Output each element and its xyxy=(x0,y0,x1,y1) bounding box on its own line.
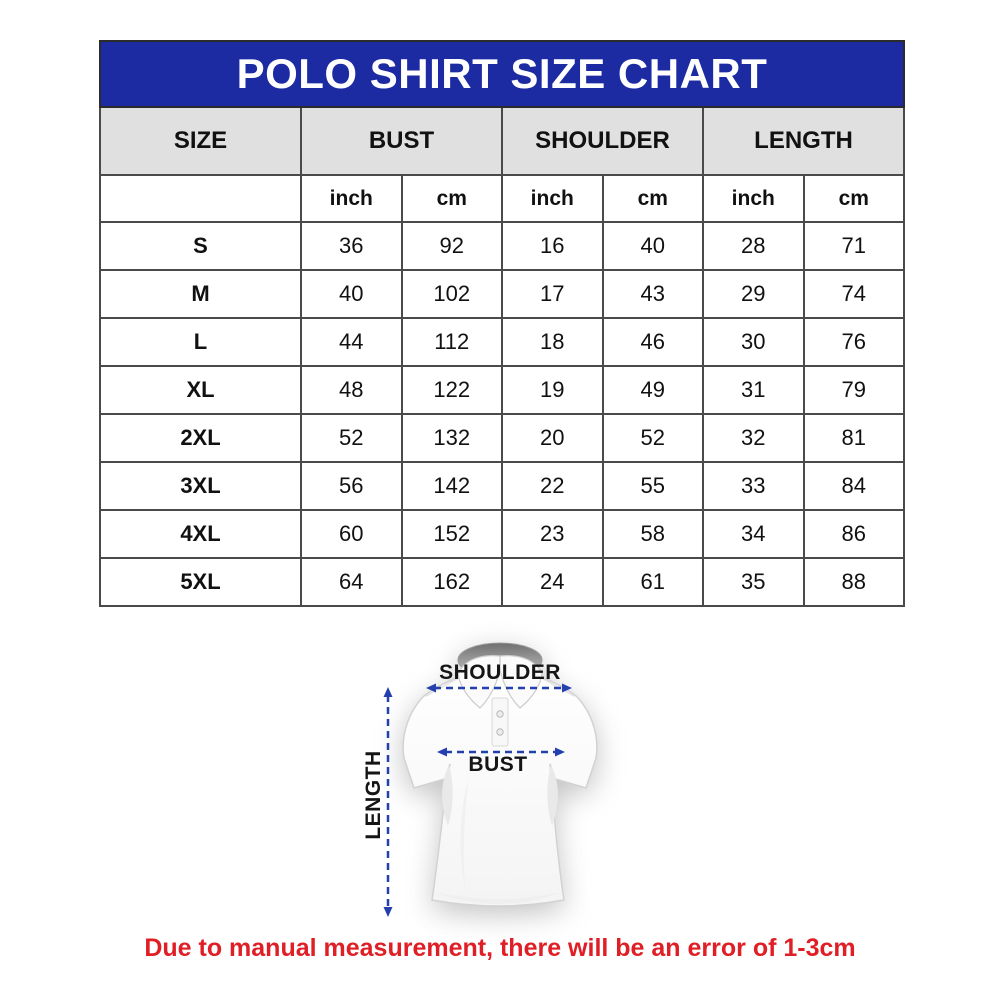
size-cell: 5XL xyxy=(100,558,301,606)
value-cell: 35 xyxy=(703,558,804,606)
value-cell: 31 xyxy=(703,366,804,414)
table-row xyxy=(100,510,904,558)
unit-label: cm xyxy=(804,175,905,222)
unit-label: inch xyxy=(502,175,603,222)
value-cell: 19 xyxy=(502,366,603,414)
unit-label: inch xyxy=(703,175,804,222)
value-cell: 24 xyxy=(502,558,603,606)
value-cell: 142 xyxy=(402,462,503,510)
column-header-row xyxy=(100,107,904,175)
col-header-size: SIZE xyxy=(100,107,301,175)
value-cell: 74 xyxy=(804,270,905,318)
value-cell: 71 xyxy=(804,222,905,270)
value-cell: 64 xyxy=(301,558,402,606)
table-row xyxy=(100,222,904,270)
value-cell: 122 xyxy=(402,366,503,414)
value-cell: 52 xyxy=(301,414,402,462)
value-cell: 88 xyxy=(804,558,905,606)
size-cell: 4XL xyxy=(100,510,301,558)
size-table-body xyxy=(100,222,904,606)
col-header-length: LENGTH xyxy=(703,107,904,175)
value-cell: 162 xyxy=(402,558,503,606)
value-cell: 112 xyxy=(402,318,503,366)
value-cell: 20 xyxy=(502,414,603,462)
value-cell: 30 xyxy=(703,318,804,366)
col-header-bust: BUST xyxy=(301,107,502,175)
value-cell: 49 xyxy=(603,366,704,414)
value-cell: 132 xyxy=(402,414,503,462)
shoulder-label: SHOULDER xyxy=(439,661,561,684)
table-row xyxy=(100,414,904,462)
value-cell: 40 xyxy=(603,222,704,270)
value-cell: 28 xyxy=(703,222,804,270)
value-cell: 61 xyxy=(603,558,704,606)
table-row xyxy=(100,366,904,414)
value-cell: 34 xyxy=(703,510,804,558)
value-cell: 92 xyxy=(402,222,503,270)
value-cell: 23 xyxy=(502,510,603,558)
value-cell: 16 xyxy=(502,222,603,270)
value-cell: 52 xyxy=(603,414,704,462)
size-cell: S xyxy=(100,222,301,270)
size-cell: XL xyxy=(100,366,301,414)
value-cell: 76 xyxy=(804,318,905,366)
size-cell: 2XL xyxy=(100,414,301,462)
size-chart xyxy=(99,40,905,607)
chart-title: POLO SHIRT SIZE CHART xyxy=(100,41,904,107)
value-cell: 81 xyxy=(804,414,905,462)
size-cell: M xyxy=(100,270,301,318)
value-cell: 18 xyxy=(502,318,603,366)
size-cell: L xyxy=(100,318,301,366)
measurement-note: Due to manual measurement, there will be an error of 1-3cm xyxy=(144,934,856,962)
table-row xyxy=(100,318,904,366)
unit-label: inch xyxy=(301,175,402,222)
value-cell: 46 xyxy=(603,318,704,366)
bust-label: BUST xyxy=(468,753,528,776)
title-row xyxy=(100,41,904,107)
value-cell: 29 xyxy=(703,270,804,318)
size-cell: 3XL xyxy=(100,462,301,510)
value-cell: 79 xyxy=(804,366,905,414)
value-cell: 84 xyxy=(804,462,905,510)
value-cell: 43 xyxy=(603,270,704,318)
unit-empty-cell xyxy=(100,175,301,222)
value-cell: 58 xyxy=(603,510,704,558)
value-cell: 44 xyxy=(301,318,402,366)
value-cell: 22 xyxy=(502,462,603,510)
value-cell: 55 xyxy=(603,462,704,510)
value-cell: 36 xyxy=(301,222,402,270)
unit-row xyxy=(100,175,904,222)
value-cell: 33 xyxy=(703,462,804,510)
unit-label: cm xyxy=(603,175,704,222)
value-cell: 32 xyxy=(703,414,804,462)
value-cell: 17 xyxy=(502,270,603,318)
table-row xyxy=(100,462,904,510)
value-cell: 152 xyxy=(402,510,503,558)
col-header-shoulder: SHOULDER xyxy=(502,107,703,175)
table-row xyxy=(100,270,904,318)
value-cell: 102 xyxy=(402,270,503,318)
value-cell: 48 xyxy=(301,366,402,414)
value-cell: 86 xyxy=(804,510,905,558)
value-cell: 40 xyxy=(301,270,402,318)
size-table xyxy=(99,40,905,607)
unit-label: cm xyxy=(402,175,503,222)
table-row xyxy=(100,558,904,606)
value-cell: 60 xyxy=(301,510,402,558)
value-cell: 56 xyxy=(301,462,402,510)
